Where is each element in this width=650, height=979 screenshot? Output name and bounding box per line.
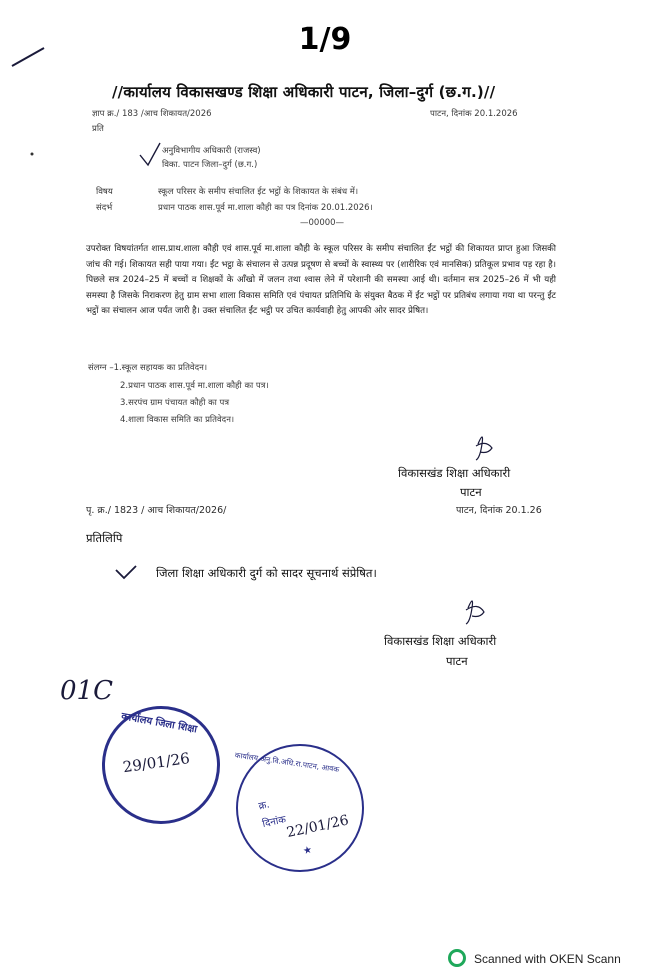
scanner-footer: Scanned with OKEN Scann: [474, 952, 621, 966]
handwritten-note: 01C: [60, 676, 113, 706]
stamp-2-date: 22/01/26: [285, 812, 351, 842]
enclosure-item: 4.शाला विकास समिति का प्रतिवेदन।: [120, 415, 235, 425]
separator: —00000—: [300, 218, 345, 228]
sandarbh-text: प्रधान पाठक शास.पूर्व मा.शाला कौही का पत्र दिनांक 20.01.2026।: [158, 203, 373, 213]
body-paragraph: उपरोक्त विषयांतर्गत शास.प्राथ.शाला कौही एवं शास.पूर्व मा.शाला कौही के स्कूल परिसर के समीप संचालित ईंट भट्ठों की शिकायत प्राप्त हुआ जिसकी जांच की गई। शिकायत सही पाया गया। ईंट भट्ठा के संचालन से उत्पन्न प्रदूषण से बच्चों के स्वास्थ्य पर (शारीरिक एवं मानसिक) प्रतिकूल प्रभाव पड़ रहा है। पिछले सत्र 2024–25 में बच्चों व शिक्षकों के आँखो में जलन तथा श्वास लेने में परेशानी की समस्या आई थी। वर्तमान सत्र 2025–26 में भी यही समस्या है जिसके निराकरण हेतु ग्राम सभा शाला विकास समिति एवं पंचायत प्रतिनिधि के संयुक्त बैठक में ईंट भट्ठों पर प्रतिबंध लगाया गया था परन्तु ईंट भट्ठों का संचालन आज पर्यंत जारी है। उक्त संचालित ईंट भट्ठी पर उचित कार्यवाही हेतु आपकी ओर सादर प्रेषित।: [86, 244, 556, 316]
signatory-place: पाटन: [446, 654, 468, 668]
tick-mark-recipient: [140, 143, 160, 165]
stamp-2-star-icon: ★: [302, 844, 314, 858]
signatory-designation: विकासखंड शिक्षा अधिकारी: [398, 466, 511, 480]
enclosure-label: संलग्न –1.स्कूल सहायक का प्रतिवेदन।: [88, 363, 208, 373]
copy-label: प्रतिलिपि: [86, 531, 123, 545]
recipient-line-1: अनुविभागीय अधिकारी (राजस्व): [162, 146, 261, 156]
stamp-2-kra-label: क्र.: [257, 799, 271, 813]
signature-2: [466, 601, 484, 624]
stamp-2-arc-text: कार्यालय अनु.वि.अधि.रा.पाटन, आवक: [234, 750, 340, 775]
sandarbh-label: संदर्भ: [96, 203, 113, 213]
margin-dot: [31, 153, 34, 156]
stamp-2-dinank-label: दिनांक: [261, 814, 288, 831]
stamp-1-arc-text: कार्यालय जिला शिक्षा: [120, 711, 198, 736]
scanner-logo-icon: [448, 949, 466, 967]
copy-item: जिला शिक्षा अधिकारी दुर्ग को सादर सूचनार्थ संप्रेषित।: [156, 566, 377, 580]
signatory-place: पाटन: [460, 485, 482, 499]
tick-mark-copy: [116, 566, 136, 578]
subject-label: विषय: [96, 187, 113, 197]
office-header: //कार्यालय विकासखण्ड शिक्षा अधिकारी पाटन, जिला–दुर्ग (छ.ग.)//: [112, 83, 496, 101]
stamp-1-date: 29/01/26: [121, 749, 191, 777]
reference-number: ज्ञाप क्र./ 183 /आच शिकायत/2026: [92, 109, 212, 119]
enclosure-item: 2.प्रधान पाठक शास.पूर्व मा.शाला कौही का पत्र।: [120, 381, 269, 391]
enclosure-item: 3.सरपंच ग्राम पंचायत कौही का पत्र: [120, 398, 230, 408]
endorsement-date: पाटन, दिनांक 20.1.26: [456, 505, 542, 516]
prati-label: प्रति: [92, 124, 104, 134]
margin-tick-mark: [12, 48, 44, 66]
page-number: 1/9: [298, 22, 352, 57]
signature-1: [476, 437, 492, 460]
recipient-line-2: विका. पाटन जिला–दुर्ग (छ.ग.): [162, 160, 258, 170]
reference-date: पाटन, दिनांक 20.1.2026: [430, 109, 518, 119]
signatory-designation: विकासखंड शिक्षा अधिकारी: [384, 634, 497, 648]
endorsement-number: पृ. क्र./ 1823 / आच शिकायत/2026/: [86, 505, 227, 516]
subject-text: स्कूल परिसर के समीप संचालित ईट भट्ठों के शिकायत के संबंध में।: [158, 187, 359, 197]
